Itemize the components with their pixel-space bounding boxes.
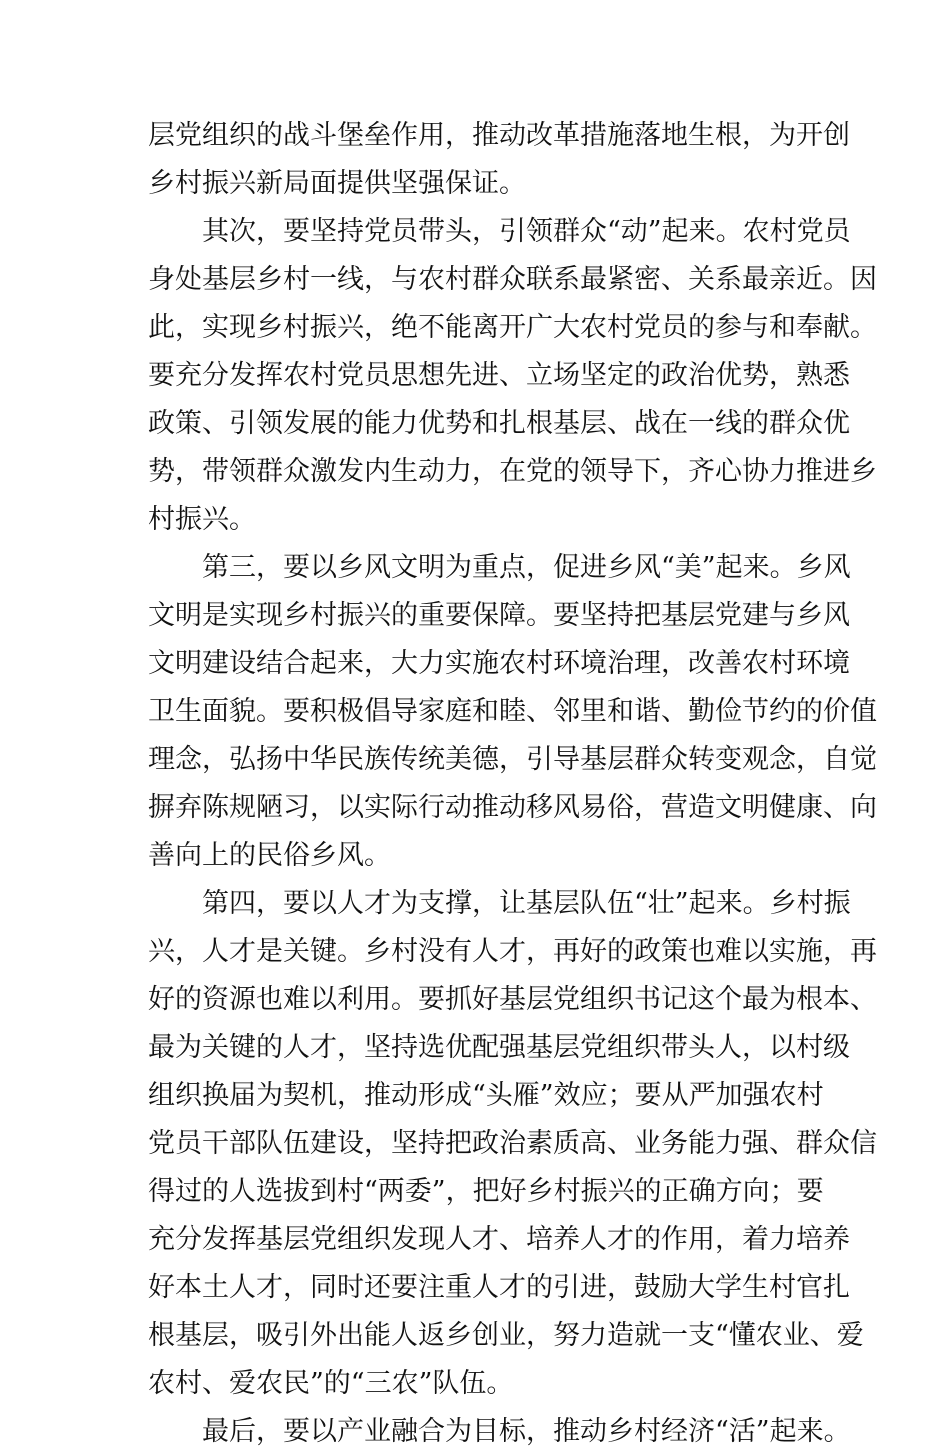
text-line: 乡村振兴新局面提供坚强保证。 xyxy=(148,168,526,199)
text-line: 充分发挥基层党组织发现人才、培养人才的作用，着力培养 xyxy=(148,1224,850,1255)
paragraph-first-line: 第三，要以乡风文明为重点，促进乡风“美”起来。乡风 xyxy=(202,552,851,583)
text-line: 党员干部队伍建设，坚持把政治素质高、业务能力强、群众信 xyxy=(148,1128,877,1159)
text-line: 好的资源也难以利用。要抓好基层党组织书记这个最为根本、 xyxy=(148,984,877,1015)
text-line: 势，带领群众激发内生动力，在党的领导下，齐心协力推进乡 xyxy=(148,456,877,487)
paragraph-first-line: 其次，要坚持党员带头，引领群众“动”起来。农村党员 xyxy=(202,216,851,247)
text-line: 组织换届为契机，推动形成“头雁”效应；要从严加强农村 xyxy=(148,1080,824,1111)
text-line: 层党组织的战斗堡垒作用，推动改革措施落地生根，为开创 xyxy=(148,120,850,151)
text-line: 卫生面貌。要积极倡导家庭和睦、邻里和谐、勤俭节约的价值 xyxy=(148,696,877,727)
text-line: 得过的人选拔到村“两委”，把好乡村振兴的正确方向；要 xyxy=(148,1176,824,1207)
text-line: 根基层，吸引外出能人返乡创业，努力造就一支“懂农业、爱 xyxy=(148,1320,864,1351)
text-line: 最为关键的人才，坚持选优配强基层党组织带头人，以村级 xyxy=(148,1032,850,1063)
body-text xyxy=(148,112,877,1456)
text-line: 摒弃陈规陋习，以实际行动推动移风易俗，营造文明健康、向 xyxy=(148,792,877,823)
text-line: 身处基层乡村一线，与农村群众联系最紧密、关系最亲近。因 xyxy=(148,264,877,295)
text-line: 此，实现乡村振兴，绝不能离开广大农村党员的参与和奉献。 xyxy=(148,312,877,343)
text-line: 理念，弘扬中华民族传统美德，引导基层群众转变观念，自觉 xyxy=(148,744,877,775)
text-line: 好本土人才，同时还要注重人才的引进，鼓励大学生村官扎 xyxy=(148,1272,850,1303)
text-line: 善向上的民俗乡风。 xyxy=(148,840,391,871)
text-line: 要充分发挥农村党员思想先进、立场坚定的政治优势，熟悉 xyxy=(148,360,850,391)
text-line: 文明是实现乡村振兴的重要保障。要坚持把基层党建与乡风 xyxy=(148,600,850,631)
text-line: 兴，人才是关键。乡村没有人才，再好的政策也难以实施，再 xyxy=(148,936,877,967)
paragraph-first-line: 最后，要以产业融合为目标，推动乡村经济“活”起来。 xyxy=(202,1416,851,1447)
text-line: 政策、引领发展的能力优势和扎根基层、战在一线的群众优 xyxy=(148,408,850,439)
paragraph-first-line: 第四，要以人才为支撑，让基层队伍“壮”起来。乡村振 xyxy=(202,888,851,919)
text-line: 村振兴。 xyxy=(148,504,256,535)
text-line: 文明建设结合起来，大力实施农村环境治理，改善农村环境 xyxy=(148,648,850,679)
text-line: 农村、爱农民”的“三农”队伍。 xyxy=(148,1368,514,1399)
